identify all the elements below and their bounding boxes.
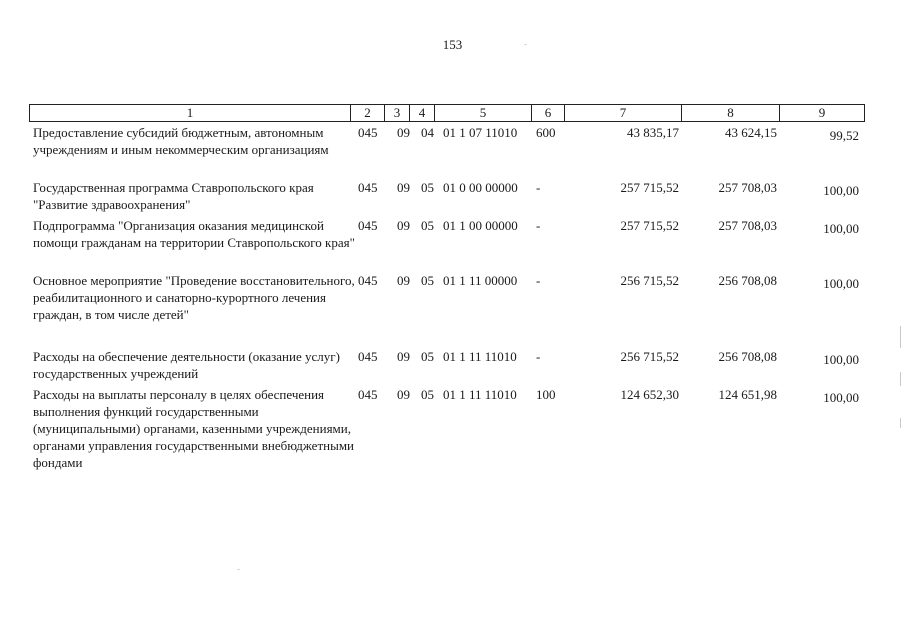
table-row — [29, 179, 865, 217]
row-section: 09 — [397, 218, 410, 233]
row-vr: 100 — [536, 387, 556, 402]
table-row — [29, 272, 865, 348]
table-body — [29, 124, 865, 478]
row-name: Расходы на обеспечение деятельности (оказание услуг) государственных учреждений — [33, 349, 340, 381]
scan-speck — [524, 44, 527, 45]
row-subsection: 05 — [421, 273, 434, 288]
row-vr: - — [536, 349, 541, 364]
page-number: 153 — [442, 37, 463, 52]
row-section: 09 — [397, 387, 410, 402]
row-name: Предоставление субсидий бюджетным, автономным учреждениям и иным некоммерческим организациям — [33, 125, 329, 157]
row-percent: 100,00 — [823, 183, 859, 198]
row-section: 09 — [397, 273, 410, 288]
row-subsection: 05 — [421, 218, 434, 233]
row-percent: 99,52 — [829, 128, 859, 143]
row-section: 09 — [397, 125, 410, 140]
header-col-5: 5 — [435, 105, 532, 121]
header-col-7: 7 — [565, 105, 682, 121]
row-code: 045 — [358, 387, 378, 402]
row-name: Расходы на выплаты персоналу в целях обеспечения выполнения функций государственными (муниципальными) органами, казенными учреждениями, органами управления государственными внебюджетными фондами — [33, 387, 355, 470]
table-row — [29, 217, 865, 272]
header-col-3: 3 — [385, 105, 410, 121]
row-plan: 256 715,52 — [620, 349, 679, 364]
row-csr: 01 1 07 11010 — [443, 125, 518, 140]
row-csr: 01 1 11 11010 — [443, 349, 517, 364]
row-fact: 257 708,03 — [718, 218, 777, 233]
row-percent: 100,00 — [823, 221, 859, 236]
table-row — [29, 386, 865, 478]
scan-speck — [237, 569, 240, 570]
row-csr: 01 1 00 00000 — [443, 218, 518, 233]
row-fact: 256 708,08 — [718, 349, 777, 364]
header-col-9: 9 — [818, 105, 826, 120]
scan-margin-mark — [900, 372, 901, 386]
row-csr: 01 1 11 11010 — [443, 387, 517, 402]
row-percent: 100,00 — [823, 352, 859, 367]
row-plan: 257 715,52 — [620, 218, 679, 233]
row-name: Государственная программа Ставропольского края "Развитие здравоохранения" — [33, 180, 314, 212]
row-name: Основное мероприятие "Проведение восстановительного, реабилитационного и санаторно-курортного лечения граждан, в том числе детей" — [33, 273, 355, 322]
header-col-2: 2 — [351, 105, 385, 121]
row-csr: 01 0 00 00000 — [443, 180, 518, 195]
row-vr: - — [536, 218, 541, 233]
row-percent: 100,00 — [823, 390, 859, 405]
row-vr: 600 — [536, 125, 556, 140]
row-plan: 43 835,17 — [627, 125, 679, 140]
row-fact: 256 708,08 — [718, 273, 777, 288]
scan-margin-mark — [900, 326, 901, 348]
table-row — [29, 124, 865, 179]
row-fact: 257 708,03 — [718, 180, 777, 195]
row-section: 09 — [397, 180, 410, 195]
row-fact: 43 624,15 — [725, 125, 777, 140]
header-col-1: 1 — [30, 105, 351, 121]
row-name: Подпрограмма "Организация оказания медицинской помощи гражданам на территории Ставропольского края" — [33, 218, 355, 250]
row-plan: 124 652,30 — [620, 387, 679, 402]
row-fact: 124 651,98 — [718, 387, 777, 402]
header-col-4: 4 — [410, 105, 435, 121]
table-header-row — [29, 104, 865, 122]
table-row — [29, 348, 865, 386]
row-plan: 256 715,52 — [620, 273, 679, 288]
row-subsection: 04 — [421, 125, 434, 140]
row-code: 045 — [358, 180, 378, 195]
row-plan: 257 715,52 — [620, 180, 679, 195]
row-section: 09 — [397, 349, 410, 364]
row-code: 045 — [358, 125, 378, 140]
header-col-6: 6 — [532, 105, 565, 121]
header-col-8: 8 — [682, 105, 780, 121]
row-vr: - — [536, 180, 541, 195]
row-code: 045 — [358, 349, 378, 364]
row-percent: 100,00 — [823, 276, 859, 291]
row-csr: 01 1 11 00000 — [443, 273, 518, 288]
row-subsection: 05 — [421, 180, 434, 195]
row-subsection: 05 — [421, 387, 434, 402]
row-code: 045 — [358, 218, 378, 233]
row-vr: - — [536, 273, 541, 288]
scan-margin-mark — [900, 418, 901, 428]
row-code: 045 — [358, 273, 378, 288]
row-subsection: 05 — [421, 349, 434, 364]
